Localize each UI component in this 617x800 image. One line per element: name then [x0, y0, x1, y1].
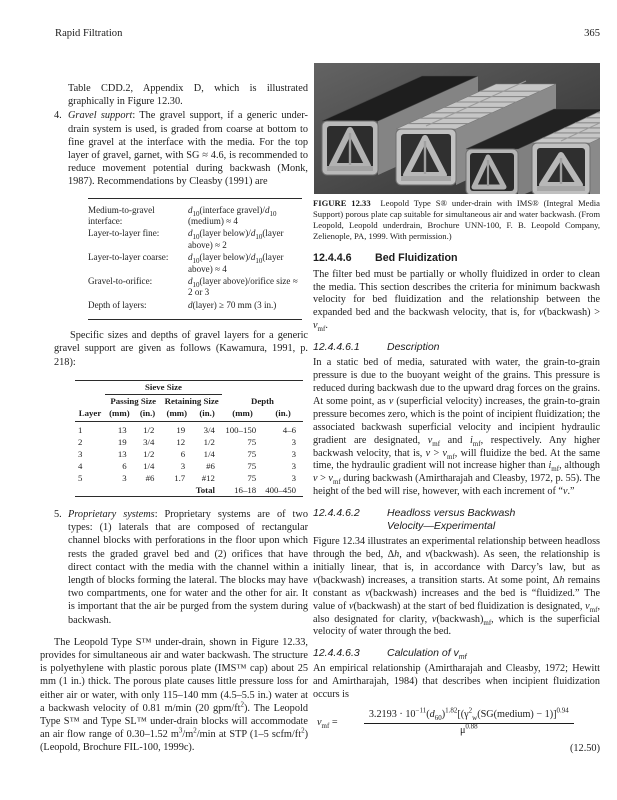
unit-header: (mm): [105, 407, 134, 422]
unit-header: (in.): [134, 407, 162, 422]
row-value: $d_{10}(layer$ $below)/d_{10}(layer$ above) ≈ 2: [188, 228, 284, 250]
table-row: 4 6 1/4 3 #6 75 3: [78, 460, 296, 471]
figure-caption-label: FIGURE 12.33: [313, 198, 371, 208]
col-header: Layer: [75, 407, 105, 422]
row-label: Depth of layers:: [88, 299, 147, 310]
sieve-size-table: [75, 380, 303, 497]
list-item-5: [40, 508, 308, 627]
section-title: Bed Fluidization: [375, 251, 458, 264]
row-value: $d_{10}(layer$ above)/orifice size ≈ 2 or 3: [188, 276, 298, 298]
unit-header: (mm): [222, 407, 263, 422]
paragraph-leopold: The Leopold Type S™ under-drain, shown in Figure 12.33, provides for simultaneous air and water backwash. The structure is polyethylene with plastic porous plate (IMS™ cap) about 25 mm (1 in.) thick. The porous plate causes little pressure loss for either air or water, with only 115–140 mm (4.5–5.5 in.) water at a backwash velocity of 0.81 m/min (20 gpm/$ft^2$). The Leopold Type S™ and Type SL™ under-drain blocks will accommodate an air flow range of 0.30–1.52 $m^3/m^2/\min$ at STP (1–5 scfm/$ft^2$) (Leopold, Brochure FIL-100, 1999c).: [40, 636, 308, 754]
subsection-heading-calculation: [313, 647, 600, 660]
unit-header: (in.): [263, 407, 303, 422]
paragraph-calculation: An empirical relationship (Amirtharajah and Cleasby, 1972; Hewitt and Amirtharajah, 1984) that describes when incipient fluidization occurs is: [313, 663, 600, 701]
table-row: [88, 228, 302, 251]
cleasby-recommendations-table: [88, 198, 302, 321]
right-column: [313, 63, 600, 756]
table-row: 1 13 1/2 19 3/4 100–150 4–6: [78, 424, 296, 435]
row-value: d(layer) ≥ 70 mm (3 in.): [188, 299, 277, 310]
running-head-title: Rapid Filtration: [55, 28, 123, 39]
col-header: Retaining Size: [164, 395, 219, 406]
paragraph-bed-fluidization: The filter bed must be partially or wholly fluidized in order to clean the media. This section describes the criteria for minimum backwash velocity for bed fluidization and the relationship between the expanded bed and the backwash velocity, that is, for v(backwash) > $v_{mf}$.: [313, 268, 600, 334]
row-label: Medium-to-gravel interface:: [88, 204, 155, 227]
equation-number: (12.50): [569, 742, 600, 754]
subsection-heading-headloss: [313, 507, 600, 533]
table-row: 3 13 1/2 6 1/4 75 3: [78, 448, 296, 459]
table-row: 2 19 3/4 12 1/2 75 3: [78, 436, 296, 447]
table-total-row: Total 16–18 400–450: [195, 484, 296, 495]
list-item-4: [40, 109, 308, 188]
running-head: [55, 28, 600, 39]
table-row: 5 3 #6 1.7 #12 75 3: [78, 472, 296, 483]
unit-header: (in.): [192, 407, 222, 422]
section-title: Calculation of $v_{mf}$: [387, 647, 467, 662]
equation-12-50: [313, 706, 600, 738]
paragraph-intro: Table CDD.2, Appendix D, which is illustrated graphically in Figure 12.30.: [68, 83, 308, 108]
section-number: 12.4.4.6.1: [313, 341, 360, 354]
left-column: [40, 82, 308, 755]
table-row: [88, 276, 302, 299]
section-number: 12.4.4.6.3: [313, 647, 360, 660]
group-header: Sieve Size: [105, 380, 222, 394]
row-value: $d_{10}(layer$ $below)/d_{10}(layer$ above) ≈ 4: [188, 252, 284, 274]
section-title: Description: [387, 341, 440, 354]
paragraph-headloss: Figure 12.34 illustrates an experimental relationship between headloss through the bed, Δh, and v(backwash). As seen, the relationship is initially linear, that is, in accordance with Darcy’s law, but as v(backwash) increases, a transition starts. At some point, Δh remains constant as v(backwash) increases and the bed is “fluidized.” The value of v(backwash) at the start of bed fluidization is designated, $v_{mf}$, also designated for clarity, $v(backwash)_{mf}$, which is the superficial velocity of water through the bed.: [313, 536, 601, 638]
list-number: 5.: [54, 508, 62, 520]
subsection-heading-description: [313, 341, 600, 354]
list-item-4-text: Gravel support: The gravel support, if a generic under-drain system is used, is graded from coarse at bottom to fine gravel at the interface with the media. For the top layer of gravel, garnet, with SG ≈ 4.6, is recommended to reduce movement potential during backwash (Monk, 1987). Recommendations by Cleasby (1991) are: [68, 110, 308, 188]
row-value: $d_{10}(interface$ $gravel)/d_{10}$ (medium) ≈ 4: [188, 204, 277, 227]
table-row: [88, 205, 302, 228]
equation-denominator: $\mu^{0.88}$: [459, 722, 478, 736]
table-row: [88, 300, 302, 311]
section-number: 12.4.4.6: [313, 251, 352, 264]
table-header-row: [75, 394, 303, 407]
col-header: Passing Size: [110, 395, 157, 406]
table-row: [88, 252, 302, 275]
row-label: Layer-to-layer coarse:: [88, 252, 169, 263]
figure-caption: [313, 198, 600, 242]
col-header: Depth: [250, 395, 274, 406]
unit-header: (mm): [161, 407, 192, 422]
section-heading-bed-fluidization: [313, 252, 600, 265]
row-label: Gravel-to-orifice:: [88, 276, 153, 287]
paragraph-description: In a static bed of media, saturated with water, the grain-to-grain pressure is due to the buoyant weight of the grains. This pressure is reduced during backwash due to the upward drag forces on the grains. At some point, as v (superficial velocity) increases, the grain-to-grain pressure becomes zero, which is the point of incipient fluidization; the associated backwash superficial velocity and incipient hydraulic gradient are designated, $v_{mf}$ and $i_{mf}$, respectively. Any higher backwash velocity, that is, $v > v_{mf}$, will fluidize the bed. At the same time, the hydraulic gradient will not increase higher than $i_{mf}$, although $v > v_{mf}$ during backwash (Amirtharajah and Cleasby, 1972, p. 55). The height of the bed will rise, however, with each increment of “v.”: [313, 357, 601, 498]
equation-numerator: $3.2193 \cdot 10^{-11}(d_{60})^{1.82}[(\gamma^2_w(SG(medium) - 1)]^{0.94}$: [364, 709, 574, 724]
figure-caption-text: Leopold Type S® under-drain with IMS® (Integral Media Support) porous plate cap suitable for simultaneous air and water backwash. (From Leopold, Leopold underdrain, Brochure UNN-100, F. B. Leopold Company, Zelienople, PA, 1999. With permission.): [313, 198, 600, 241]
list-number: 4.: [54, 110, 62, 122]
section-number: 12.4.4.6.2: [313, 507, 360, 520]
page-number: 365: [584, 28, 600, 39]
row-label: Layer-to-layer fine:: [88, 228, 160, 239]
paragraph-kawamura: Specific sizes and depths of gravel layers for a generic gravel support are given as follows (Kawamura, 1991, p. 218):: [54, 330, 308, 368]
section-title: Headloss versus Backwash Velocity—Experimental: [387, 507, 516, 533]
figure-12-33-photo: [314, 63, 600, 194]
table-header-row: [75, 380, 303, 394]
list-item-5-text: Proprietary systems: Proprietary systems are of two types: (1) laterals that are composed of rectangular channel blocks with perforations in the floor upon which rests the graded gravel bed and (2) orifices that have direct contact with the media with the channel within a length of blocks forming the lateral. The blocks may have two compartments, one for water and the other for air. It is important that the air be purged from the system during backwash.: [68, 508, 308, 626]
equation-lhs: $v_{mf}$ =: [317, 717, 338, 731]
equation-fraction: [364, 706, 574, 738]
table-units-row: [75, 407, 303, 422]
